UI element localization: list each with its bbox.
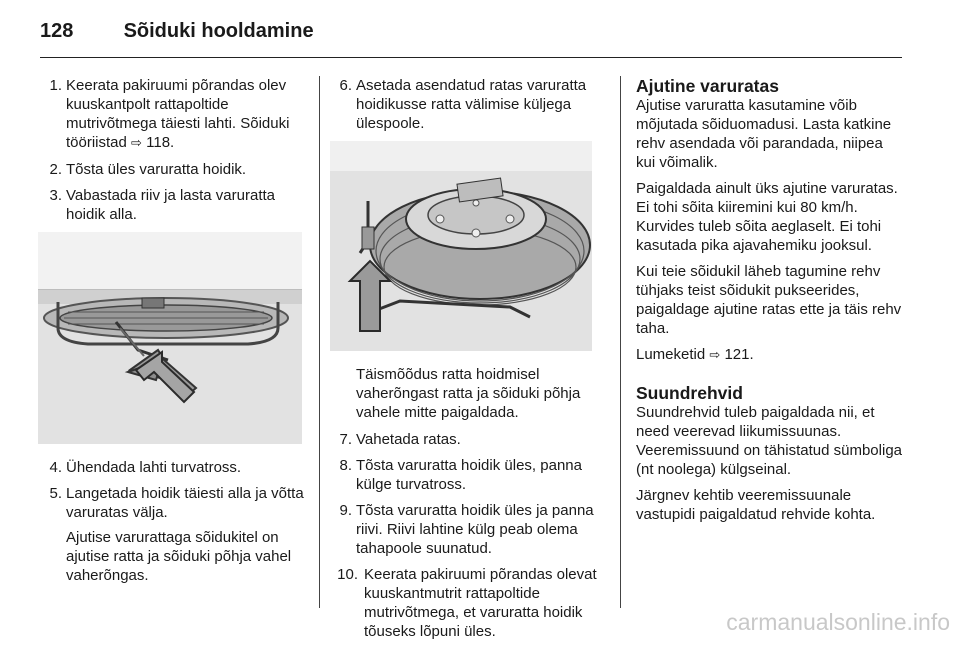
step-text: Keerata pakiruumi põrandas olev kuuskantpolt rattapoltide mutrivõtmega täiesti lahti. Sõiduki tööriistad xyxy=(66,77,290,151)
page-number: 128 xyxy=(40,20,74,42)
step-text: Ühendada lahti turvatross. xyxy=(66,459,242,476)
step-number: 2. xyxy=(49,161,62,178)
snow-chains-text: Lumeketid xyxy=(636,346,706,363)
step-text: Tõsta varuratta hoidik üles, panna külge turvatross. xyxy=(356,457,582,493)
step-number: 10. xyxy=(337,566,358,583)
list-item xyxy=(330,565,602,641)
page-header xyxy=(40,20,314,43)
column-2 xyxy=(330,76,602,648)
paragraph: Kui teie sõidukil läheb tagumine rehv tühjaks teist sõidukit pukseerides, paigaldage ajutine ratas ette ja täis rehv taha. xyxy=(636,263,902,337)
figure-caption: Täismõõdus ratta hoidmisel vaherõngast ratta ja sõiduki põhja vahele mitte paigaldada. xyxy=(356,366,581,421)
list-item xyxy=(40,484,304,585)
list-item xyxy=(40,458,304,477)
list-item xyxy=(330,76,602,133)
step-text: Vabastada riiv ja lasta varuratta hoidik alla. xyxy=(66,187,275,223)
paragraph xyxy=(636,345,904,365)
page-reference[interactable]: 118. xyxy=(146,134,175,151)
paragraph: Suundrehvid tuleb paigaldada nii, et need veerevad liikumissuunas. Veeremissuund on tähistatud sümboliga (nt noolega) külgseinal. xyxy=(636,404,903,478)
step-number: 4. xyxy=(49,459,62,476)
step-number: 7. xyxy=(339,431,352,448)
list-item xyxy=(330,501,602,558)
steps-list-d xyxy=(330,430,602,641)
paragraph: Järgnev kehtib veeremissuunale vastupidi paigaldatud rehvide kohta. xyxy=(636,487,876,523)
wheel-drawing xyxy=(330,141,592,351)
step-number: 6. xyxy=(339,77,352,94)
column-3 xyxy=(636,76,904,531)
paragraph: Paigaldada ainult üks ajutine varuratas. Ei tohi sõita kiiremini kui 80 km/h. Kurvides tuleb sõita aeglaselt. Ei tohi kasutada pika ajavahemiku jooksul. xyxy=(636,180,898,254)
step-text: Tõsta varuratta hoidik üles ja panna riivi. Riivi lahtine külg peab olema tahapoole suunatud. xyxy=(356,502,594,557)
step-note: Ajutise varurattaga sõidukitel on ajutise ratta ja sõiduki põhja vahel vaherõngas. xyxy=(66,529,292,584)
arrow-icon: ⇨ xyxy=(709,348,721,363)
step-text: Tõsta üles varuratta hoidik. xyxy=(66,161,247,178)
list-item xyxy=(40,186,304,224)
spare-wheel-carrier-illustration xyxy=(38,232,302,444)
carrier-drawing xyxy=(38,232,302,444)
header-rule xyxy=(40,57,902,58)
column-divider xyxy=(620,76,621,608)
page-title: Sõiduki hooldamine xyxy=(123,20,314,42)
step-number: 8. xyxy=(339,457,352,474)
step-number: 9. xyxy=(339,502,352,519)
step-text: Keerata pakiruumi põrandas olevat kuuskantmutrit rattapoltide mutrivõtmega, et varuratta hoidik tõuseks lõpuni üles. xyxy=(364,566,597,640)
page-reference[interactable]: 121. xyxy=(724,346,754,363)
list-item xyxy=(330,430,602,449)
steps-list-a xyxy=(40,76,304,224)
section-heading: Ajutine varuratas xyxy=(636,76,779,96)
step-number: 1. xyxy=(49,77,62,94)
arrow-icon: ⇨ xyxy=(131,136,142,151)
watermark: carmanualsonline.info xyxy=(726,609,950,635)
step-number: 3. xyxy=(49,187,62,204)
spare-wheel-illustration xyxy=(330,141,592,351)
paragraph: Ajutise varuratta kasutamine võib mõjutada sõiduomadusi. Lasta katkine rehv asendada või parandada, niipea kui võimalik. xyxy=(636,97,892,171)
column-divider xyxy=(319,76,320,608)
step-number: 5. xyxy=(49,485,62,502)
list-item xyxy=(40,76,304,153)
list-item xyxy=(330,456,602,494)
column-1 xyxy=(40,76,304,592)
steps-list-b xyxy=(40,458,304,585)
step-text: Vahetada ratas. xyxy=(356,431,461,448)
list-item xyxy=(40,160,304,179)
steps-list-c xyxy=(330,76,602,133)
step-text: Langetada hoidik täiesti alla ja võtta varuratas välja. xyxy=(66,485,304,521)
step-text: Asetada asendatud ratas varuratta hoidikusse ratta välimise küljega ülespoole. xyxy=(356,77,587,132)
section-heading: Suundrehvid xyxy=(636,383,743,403)
